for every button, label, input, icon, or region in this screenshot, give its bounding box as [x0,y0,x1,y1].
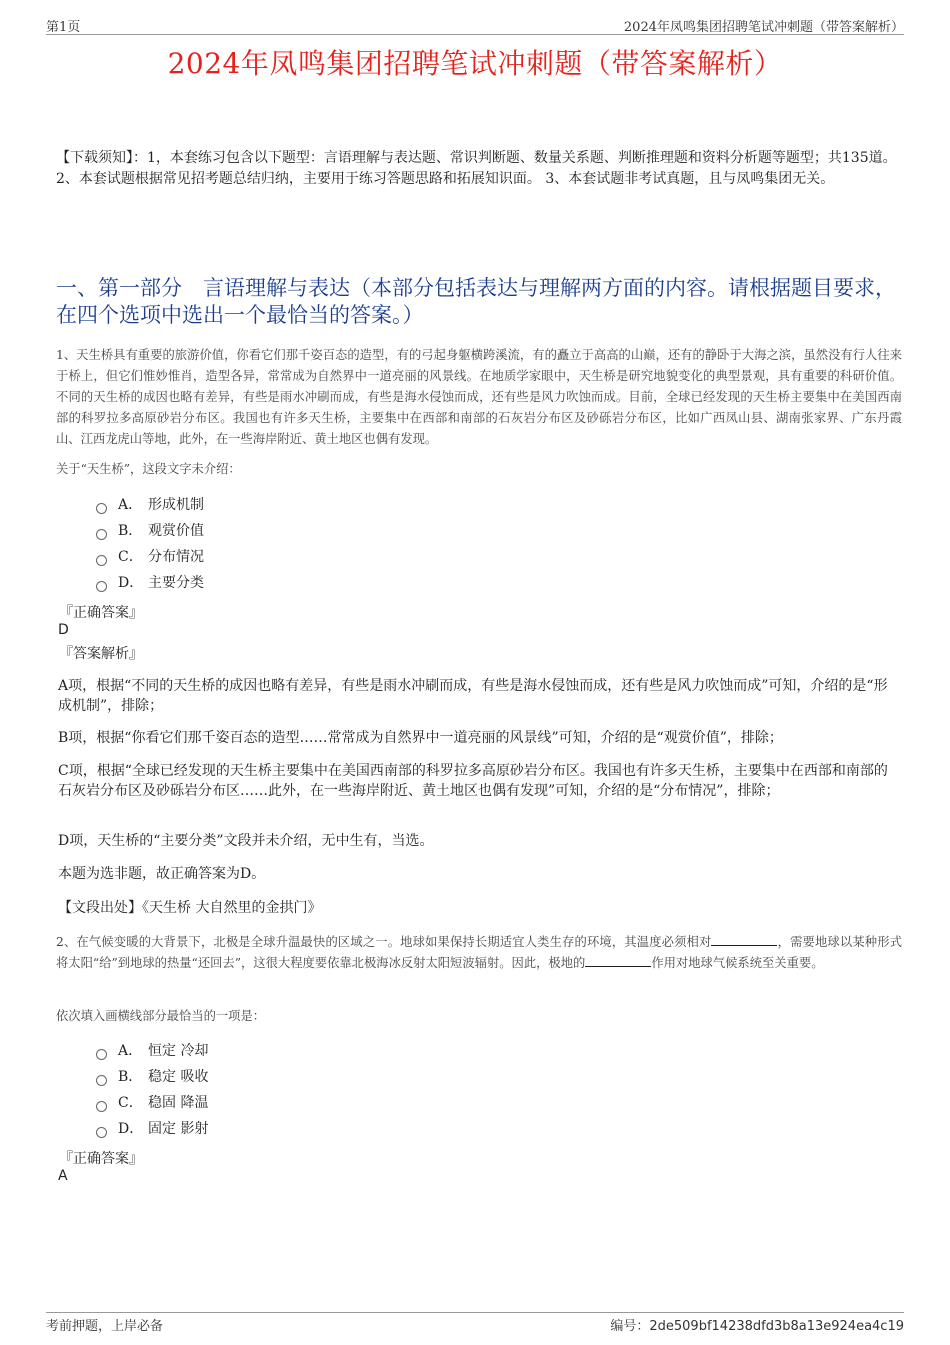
option-letter: A． [118,1043,143,1059]
footer-code-label: 编号： [610,1319,650,1334]
q1-option-c[interactable] [96,544,204,570]
radio-icon[interactable] [96,1075,107,1086]
q2-passage-part1: 2、在气候变暖的大背景下，北极是全球升温最快的区域之一。地球如果保持长期适宜人类生存的环境，其温度必须相对 [56,935,712,949]
option-letter: C． [118,1095,143,1111]
q1-source: 【文段出处】《天生桥 大自然里的金拱门》 [58,900,322,916]
download-notice: 【下载须知】：1，本套练习包含以下题型：言语理解与表达题、常识判断题、数量关系题、判断推理题和资料分析题等题型；共135道。 2、本套试题根据常见招考题总结归纳，主要用于练习答题思路和拓展知识面。 3、本套试题非考试真题，且与凤鸣集团无关。 [56,150,897,187]
q2-options [96,1038,208,1142]
radio-icon[interactable] [96,581,107,592]
radio-icon[interactable] [96,529,107,540]
fill-blank-2[interactable] [585,953,651,967]
radio-icon[interactable] [96,555,107,566]
q1-analysis-c: C项，根据“全球已经发现的天生桥主要集中在美国西南部的科罗拉多高原砂岩分布区。我国也有许多天生桥，主要集中在西部和南部的石灰岩分布区及砂砾岩分布区……此外，在一些海岸附近、黄土地区也偶有发现”可知，介绍的是“分布情况”，排除； [58,763,888,799]
radio-icon[interactable] [96,1101,107,1112]
q1-answer-label: 『正确答案』 [59,605,143,621]
q1-stem: 关于“天生桥”，这段文字未介绍： [56,462,241,476]
q2-option-a[interactable] [96,1038,208,1064]
q1-conclusion: 本题为选非题，故正确答案为D。 [58,866,266,882]
page-number: 第1页 [46,20,81,35]
q2-option-c[interactable] [96,1090,208,1116]
q1-analysis-label: 『答案解析』 [59,646,143,662]
q2-passage-part2: ，需要地球以某种形式将太阳“给”到地球的热量“还回去”，这很大程度要依靠北极海冰反射太阳短波辐射。因此，极地的 [56,935,902,970]
q2-passage [56,932,902,974]
option-letter: C． [118,549,143,565]
option-text: 形成机制 [148,497,204,513]
q1-answer: D [58,622,69,638]
radio-icon[interactable] [96,503,107,514]
option-text: 固定 影射 [148,1121,209,1137]
fill-blank-1[interactable] [711,932,777,946]
footer-code [610,1315,904,1334]
q1-analysis-b: B项，根据“你看它们那千姿百态的造型……常常成为自然界中一道亮丽的风景线”可知，介绍的是“观赏价值”，排除； [58,730,783,746]
q1-passage: 1、天生桥具有重要的旅游价值，你看它们那千姿百态的造型，有的弓起身躯横跨溪流，有的矗立于高高的山巅，还有的静卧于大海之滨，虽然没有行人往来于桥上，但它们惟妙惟肖，造型各异，常常成为自然界中一道亮丽的风景线。在地质学家眼中，天生桥是研究地貌变化的典型景观，具有重要的科研价值。不同的天生桥的成因也略有差异，有些是雨水冲刷而成，有些是海水侵蚀而成，还有些是风力吹蚀而成。目前，全球已经发现的天生桥主要集中在美国西南部的科罗拉多高原砂岩分布区。我国也有许多天生桥，主要集中在西部和南部的石灰岩分布区及砂砾岩分布区，比如广西凤山县、湖南张家界、广东丹霞山、江西龙虎山等地，此外，在一些海岸附近、黄土地区也偶有发现。 [56,348,902,446]
q2-stem: 依次填入画横线部分最恰当的一项是： [56,1009,266,1023]
option-text: 主要分类 [148,575,204,591]
option-text: 分布情况 [148,549,204,565]
page-header [46,14,904,35]
section-title: 一、第一部分 言语理解与表达（本部分包括表达与理解两方面的内容。请根据题目要求，在四个选项中选出一个最恰当的答案。） [56,276,896,327]
option-letter: B． [118,1069,143,1085]
q2-answer: A [58,1168,68,1184]
option-letter: A． [118,497,143,513]
q2-passage-part3: 作用对地球气候系统至关重要。 [651,956,824,970]
option-text: 观赏价值 [148,523,204,539]
header-doc-title: 2024年凤鸣集团招聘笔试冲刺题（带答案解析） [623,20,904,35]
q1-options [96,492,204,596]
q2-option-b[interactable] [96,1064,208,1090]
footer-code-value: 2de509bf14238dfd3b8a13e924ea4c19 [649,1319,904,1334]
option-letter: D． [118,1121,144,1137]
q1-option-d[interactable] [96,570,204,596]
page-footer [46,1312,904,1333]
option-text: 稳固 降温 [148,1095,209,1111]
footer-slogan: 考前押题，上岸必备 [46,1319,164,1334]
option-text: 稳定 吸收 [148,1069,209,1085]
q1-option-b[interactable] [96,518,204,544]
q1-analysis-d: D项，天生桥的“主要分类”文段并未介绍，无中生有，当选。 [58,833,434,849]
q2-answer-label: 『正确答案』 [59,1151,143,1167]
option-text: 恒定 冷却 [148,1043,209,1059]
radio-icon[interactable] [96,1127,107,1138]
q1-analysis-a: A项，根据“不同的天生桥的成因也略有差异，有些是雨水冲刷而成，有些是海水侵蚀而成，还有些是风力吹蚀而成”可知，介绍的是“形成机制”，排除； [58,678,888,714]
option-letter: B． [118,523,143,539]
radio-icon[interactable] [96,1049,107,1060]
document-title: 2024年凤鸣集团招聘笔试冲刺题（带答案解析） [167,47,783,80]
option-letter: D． [118,575,144,591]
q1-option-a[interactable] [96,492,204,518]
q2-option-d[interactable] [96,1116,208,1142]
